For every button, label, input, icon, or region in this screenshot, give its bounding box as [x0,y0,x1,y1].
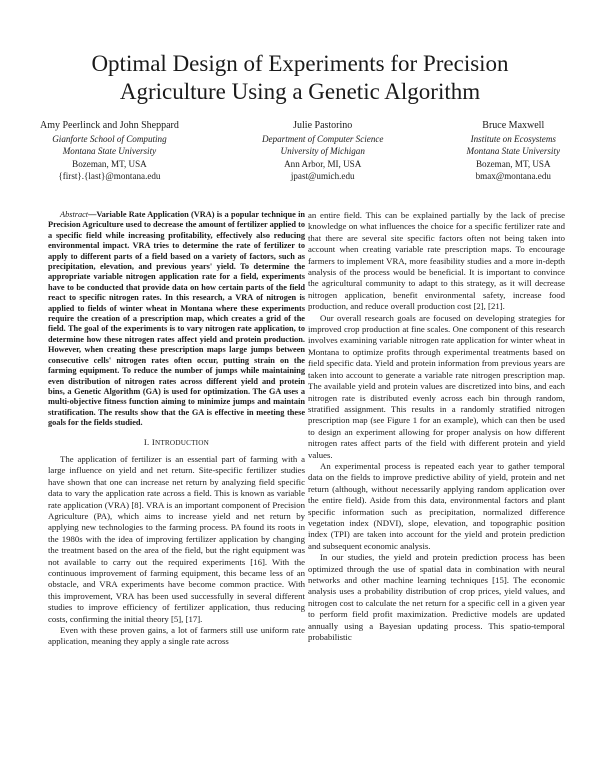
abstract [48,210,305,429]
author-email: bmax@montana.edu [475,171,551,182]
author-name: Julie Pastorino [293,120,353,131]
right-paragraph-1: an entire field. This can be explained partially by the lack of precise knowledge on what influences the choice for a specific fertilizer rate and that there are several site specific factors often not being taken into account when creating variable rate prescription maps. To encourage farmers to implement VRA, more feasibility studies and a more in-depth analysis of the process would be beneficial. It is important to convince the agricultural community to adapt to this strategy, as it will decrease nitrogen application, benefit environmental safety, increase food production, and reduce overall production cost [2], [21]. [308,210,565,312]
author-name: Amy Peerlinck and John Sheppard [40,120,179,131]
abstract-text: —Variable Rate Application (VRA) is a popular technique in Precision Agriculture used to decrease the amount of fertilizer applied to a specific field while increasing profitability, effectively also reducing environmental impact. VRA tries to determine the rate of fertilizer to apply to different parts of a field based on a variety of factors, such as precipitation, elevation, and previous years' yield. To determine the appropriate variable nitrogen application rate for a field, experiments have to be conducted that provide data on how certain parts of the field react to specific nitrogen rates. In this research, a VRA of nitrogen is applied to fields of winter wheat in Montana where these experiments require the creation of a prescription map, which creates a grid of the field. The goal of the experiments is to vary nitrogen rate application, to determine how these nitrogen rates affect yield and protein production. However, when creating these prescription maps large jumps between consecutive cells' nitrogen rates often occur, putting strain on the farming equipment. To reduce the number of jumps while maintaining even distribution of nitrogen rates across different yield and protein bins, a Genetic Algorithm (GA) is used for optimization. The GA uses a multi-objective fitness function aiming to minimize jumps and maintain stratification. The results show that the GA is effective in meeting these goals for the fields studied. [48,210,305,428]
author-email: jpast@umich.edu [290,171,355,182]
author-affiliation: Gianforte School of Computing [52,133,167,144]
author-location: Ann Arbor, MI, USA [284,158,362,169]
paper-title [0,50,600,106]
author-affiliation: Department of Computer Science [261,133,384,144]
intro-paragraph-2: Even with these proven gains, a lot of farmers still use uniform rate application, meaning they apply a single rate across [48,625,305,647]
author-university: Montana State University [62,146,157,157]
section-number: I. [143,436,150,447]
right-paragraph-3: An experimental process is repeated each year to gather temporal data on the fields to improve predictive ability of yield, protein and net return (although, without necessarily applying random application over the entire field). Aside from this data, environmental factors and plant specific information such as precipitation, normalized difference vegetation index (NDVI), slope, elevation, and topographic position index (TPI) are taken into account for the yield and protein prediction and subsequent economic analysis. [308,460,565,551]
right-column [308,210,565,643]
abstract-label: Abstract [60,210,89,219]
right-paragraph-2: Our overall research goals are focused on developing strategies for improved crop production at fine scales. One component of this research involves examining variable nitrogen rate application for winter wheat in Montana to optimize profits through experimental treatments based on field specific data. Yield and protein information from previous years are taken into account to generate a variable rate nitrogen prescription map. The available yield and protein values are discretized into bins, and each nitrogen rate is distributed evenly across each bin through random, stratified assignment. This results in a randomly stratified nitrogen prescription map (see Figure 1 for an example), which can then be used to design an experiment allowing for proper analysis on how different nitrogen rates affect parts of the field with different protein and yield values. [308,312,565,460]
author-affiliation: Institute on Ecosystems [470,133,556,144]
author-university: Montana State University [466,146,560,157]
author-location: Bozeman, MT, USA [72,158,147,169]
author-group-2 [262,120,383,183]
author-location: Bozeman, MT, USA [475,158,551,169]
section-title-initial: I [151,436,155,447]
author-name: Bruce Maxwell [482,120,545,131]
author-block [40,120,560,183]
author-university: University of Michigan [280,146,365,157]
intro-paragraph-1: The application of fertilizer is an essential part of farming with a large influence on yield and net return. Site-specific fertilizer studies have shown that one can increase net return by analyzing field specific data to vary the application rate across a field. This is known as variable rate application (VRA) [8]. VRA is an important component of Precision Agriculture (PA), which aims to increase yield and net return by applying new technologies to the farming process. PA found its roots in the 1980s with the idea of improving fertilizer application by changing the treatment based on the area of the field, but the right equipment was not available to carry out the required experiments [16]. With the continuous improvement of farming equipment, this became less of an obstacle, and VRA experiments have become common practice. With this improvement, VRA has been used successfully in several different studies to improve efficiency of fertilizer application, thus reducing costs, confirming the initial theory [5], [17]. [48,453,305,624]
author-group-3 [467,120,560,183]
section-title-rest: NTRODUCTION [154,438,210,447]
title-line-1: Optimal Design of Experiments for Precision [91,51,509,76]
left-column [48,210,305,648]
author-email: {first}.{last}@montana.edu [58,171,161,182]
title-line-2: Agriculture Using a Genetic Algorithm [119,79,481,104]
section-heading-introduction [48,437,305,449]
right-paragraph-4: In our studies, the yield and protein prediction process has been optimized through the use of spatial data in combination with neural networks and other machine learning techniques [15]. The economic analysis uses a probability distribution of crop prices, yield values, and nitrogen cost to calculate the net return for a specific cell in a given year to perform field profit maximization. Predictive models are updated annually using a Bayesian updating process. This spatio-temporal probabilistic [308,552,565,643]
author-group-1 [40,120,179,183]
